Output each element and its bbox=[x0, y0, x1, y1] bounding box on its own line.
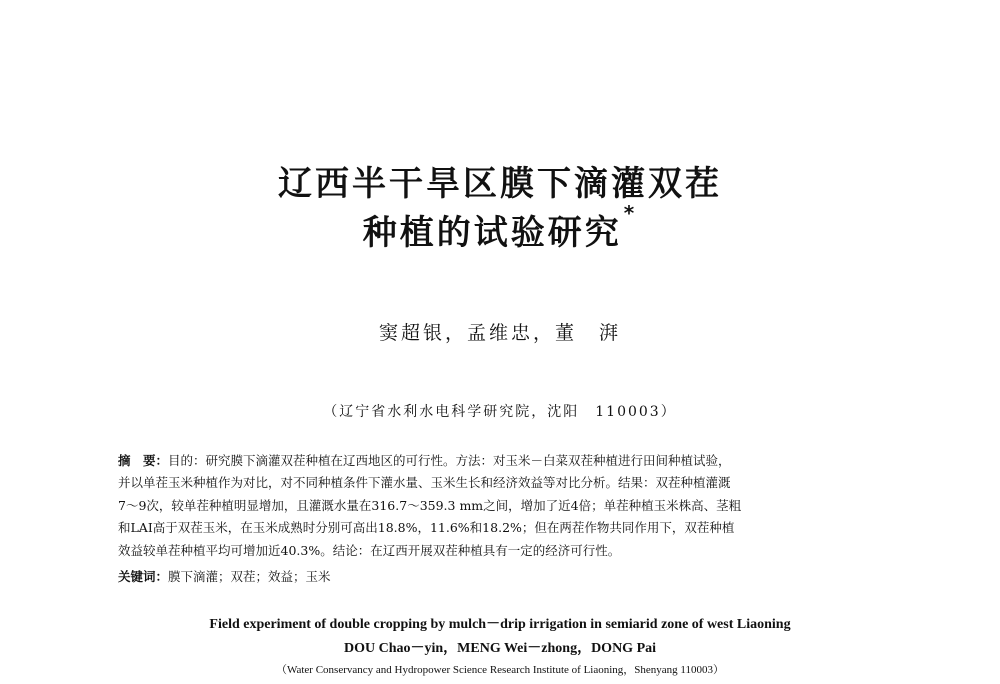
abstract-line-1 bbox=[118, 450, 888, 472]
paper-title-line-2-text: 种植的试验研究 bbox=[362, 213, 622, 253]
affiliation: （辽宁省水利水电科学研究院，沈阳 110003） bbox=[323, 404, 677, 420]
abstract-line-4: 和LAI高于双茬玉米，在玉米成熟时分别可高出18.8%，11.6%和18.2%；但在两茬作物共同作用下，双茬种植 bbox=[118, 520, 735, 536]
paper-title-line-2 bbox=[0, 201, 1000, 254]
english-authors: DOU Chao－yin，MENG Wei－zhong，DONG Pai bbox=[343, 641, 657, 656]
keywords-text: 膜下滴灌；双茬；效益；玉米 bbox=[168, 569, 331, 584]
abstract-line-1-text: 目的：研究膜下滴灌双茬种植在辽西地区的可行性。方法：对玉米－白菜双茬种植进行田间种植试验， bbox=[168, 453, 731, 468]
paper-title-line-1: 辽西半干旱区膜下滴灌双茬 bbox=[278, 164, 722, 204]
abstract-line-3: 7～9次，较单茬种植明显增加，且灌溉水量在316.7～359.3 mm之间，增加了近4倍；单茬种植玉米株高、茎粗 bbox=[118, 497, 742, 513]
english-title: Field experiment of double cropping by mulch－drip irrigation in semiarid zone of west Liaoning bbox=[209, 617, 791, 632]
abstract-label: 摘 要： bbox=[118, 453, 169, 468]
abstract-line-2: 并以单茬玉米种植作为对比，对不同种植条件下灌水量、玉米生长和经济效益等对比分析。结果：双茬种植灌溉 bbox=[118, 475, 731, 491]
authors: 窦超银，孟维忠，董 湃 bbox=[378, 322, 621, 344]
abstract-line-5: 效益较单茬种植平均可增加近40.3%。结论：在辽西开展双茬种植具有一定的经济可行性。 bbox=[118, 542, 621, 558]
abstract bbox=[118, 450, 888, 562]
title-footnote-mark: * bbox=[623, 201, 638, 225]
keywords bbox=[118, 567, 888, 585]
keywords-label: 关键词： bbox=[118, 569, 169, 584]
english-affiliation: （Water Conservancy and Hydropower Science Research Institute of Liaoning，Shenyang 110003） bbox=[275, 664, 725, 676]
